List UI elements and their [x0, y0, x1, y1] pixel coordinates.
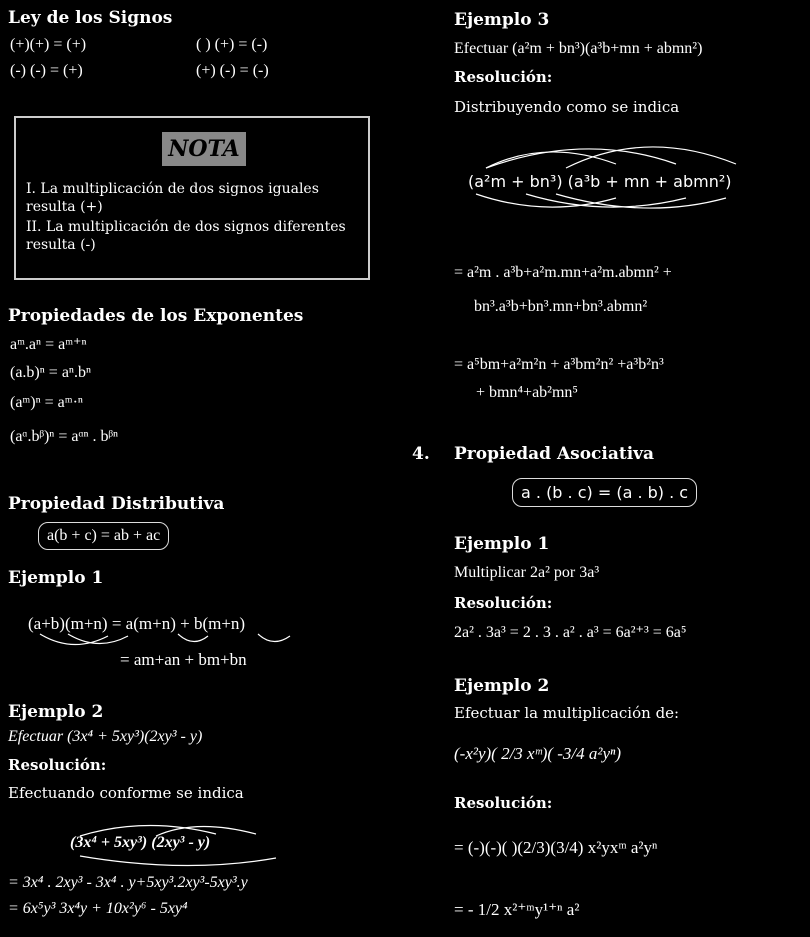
example2-title: Ejemplo 2 [8, 702, 104, 722]
exponent-rule: (aᵅ.bᵝ)ⁿ = aᵅⁿ . bᵝⁿ [10, 428, 119, 445]
example3-text: Distribuyendo como se indica [454, 98, 680, 116]
nota-box [14, 116, 370, 280]
sign-rule: (+) (-) = (-) [196, 62, 269, 79]
associative-title: Propiedad Asociativa [454, 444, 655, 464]
example3-step3: = a⁵bm+a²m²n + a³bm²n² +a³b²n³ [454, 356, 664, 373]
nota-badge: NOTA [162, 132, 246, 166]
example3-task: Efectuar (a²m + bn³)(a³b+mn + abmn²) [454, 40, 703, 57]
example3-title: Ejemplo 3 [454, 10, 550, 30]
assoc-example1-resolution: Resolución: [454, 594, 553, 612]
example2-resolution: Resolución: [8, 756, 107, 774]
signs-title: Ley de los Signos [8, 8, 173, 28]
example2-expression: (3x⁴ + 5xy³) (2xy³ - y) [70, 834, 211, 851]
distributive-formula: a(b + c) = ab + ac [38, 522, 169, 550]
exponents-title: Propiedades de los Exponentes [8, 306, 304, 326]
assoc-example2-expression: (-x²y)( 2/3 xᵐ)( -3/4 a²yⁿ) [454, 744, 622, 763]
example1-result: = am+an + bm+bn [120, 650, 247, 669]
example2-step1: = 3x⁴ . 2xy³ - 3x⁴ . y+5xy³.2xy³-5xy³.y [8, 874, 248, 891]
exponent-rule: (a.b)ⁿ = aⁿ.bⁿ [10, 364, 91, 381]
assoc-example1-task: Multiplicar 2a² por 3a³ [454, 564, 600, 581]
exponent-rule: aᵐ.aⁿ = aᵐ⁺ⁿ [10, 336, 87, 353]
nota-item: II. La multiplicación de dos signos diferentes resulta (-) [26, 219, 346, 253]
example2-arrows-bottom [66, 854, 296, 870]
example3-arrows-top [466, 140, 766, 170]
example3-arrows-bottom [466, 192, 766, 216]
assoc-example2-resolution: Resolución: [454, 794, 553, 812]
assoc-example2-step1: = (-)(-)( )(2/3)(3/4) x²yxᵐ a²yⁿ [454, 838, 658, 857]
example1-title: Ejemplo 1 [8, 568, 104, 588]
sign-rule: (+)(+) = (+) [10, 36, 87, 53]
associative-number: 4. [412, 444, 430, 464]
example3-step1: = a²m . a³b+a²m.mn+a²m.abmn² + [454, 264, 672, 281]
assoc-example1-title: Ejemplo 1 [454, 534, 550, 554]
sign-rule: ( ) (+) = (-) [196, 36, 268, 53]
assoc-example2-title: Ejemplo 2 [454, 676, 550, 696]
nota-item: I. La multiplicación de dos signos iguales resulta (+) [26, 181, 319, 215]
assoc-example2-step2: = - 1/2 x²⁺ᵐy¹⁺ⁿ a² [454, 900, 580, 919]
example3-step4: + bmn⁴+ab²mn⁵ [476, 384, 578, 401]
example2-task: Efectuar (3x⁴ + 5xy³)(2xy³ - y) [8, 728, 203, 745]
assoc-example2-task: Efectuar la multiplicación de: [454, 704, 680, 722]
assoc-example1-line: 2a² . 3a³ = 2 . 3 . a² . a³ = 6a²⁺³ = 6a⁵ [454, 624, 687, 641]
example1-expression: (a+b)(m+n) = a(m+n) + b(m+n) [28, 614, 246, 633]
example2-step2: = 6x⁵y³ 3x⁴y + 10x²y⁶ - 5xy⁴ [8, 900, 188, 917]
exponent-rule: (aᵐ)ⁿ = aᵐ·ⁿ [10, 394, 83, 411]
example1-arrows [28, 632, 318, 652]
distributive-title: Propiedad Distributiva [8, 494, 225, 514]
example3-resolution: Resolución: [454, 68, 553, 86]
associative-formula: a . (b . c) = (a . b) . c [512, 478, 697, 507]
example3-expression: (a²m + bn³) (a³b + mn + abmn²) [468, 172, 732, 191]
example2-text: Efectuando conforme se indica [8, 784, 244, 802]
sign-rule: (-) (-) = (+) [10, 62, 83, 79]
example3-step2: bn³.a³b+bn³.mn+bn³.abmn² [474, 298, 648, 315]
